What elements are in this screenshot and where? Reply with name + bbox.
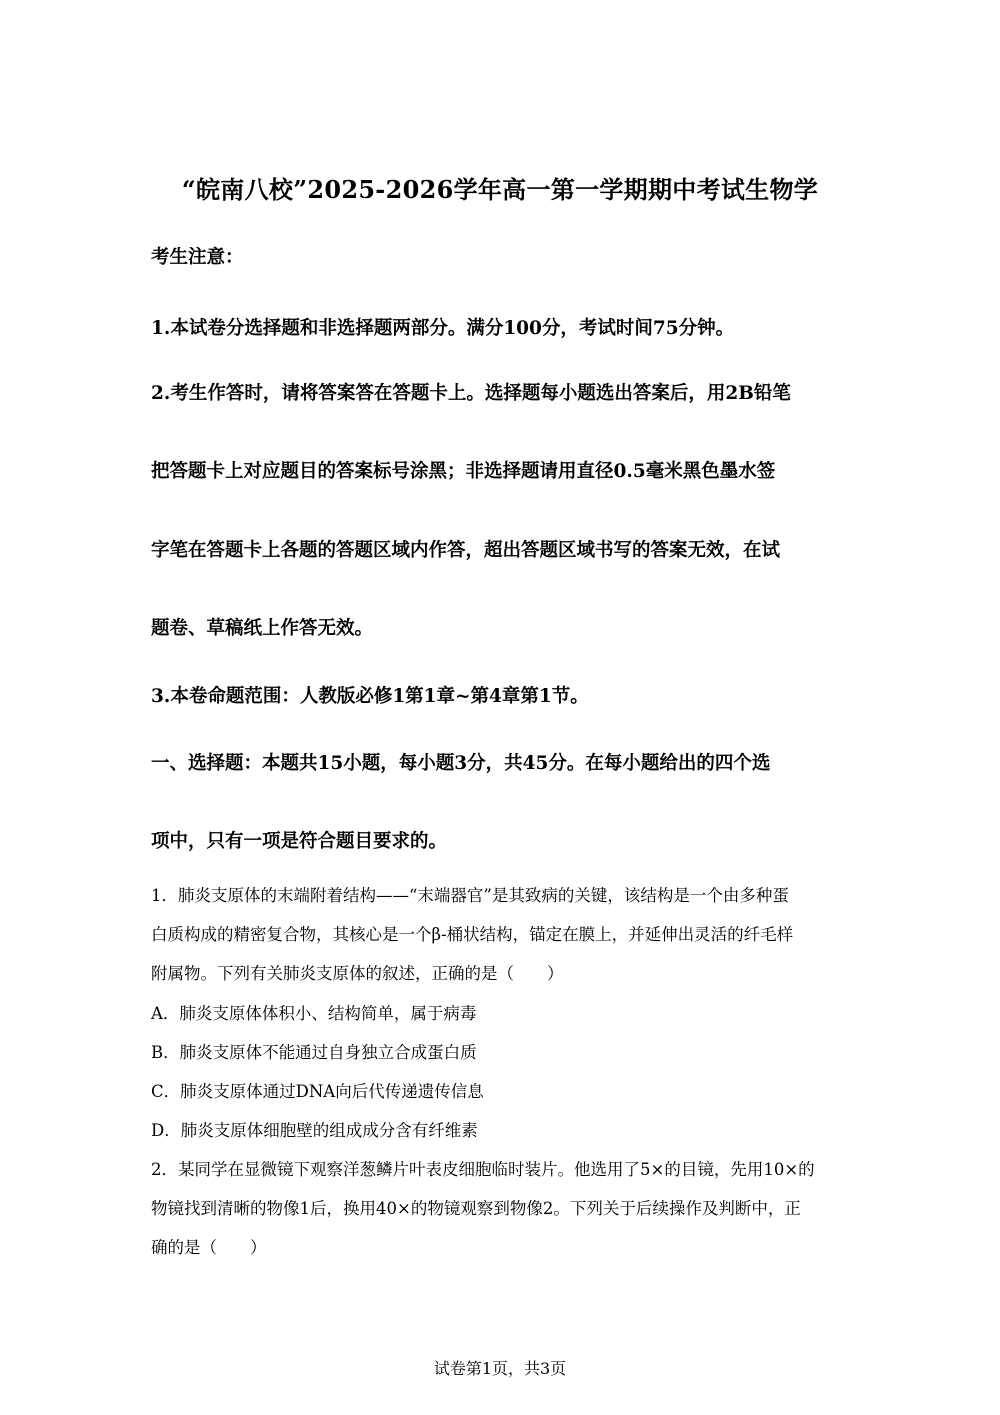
section-1-heading-line-1: 一、选择题：本题共15小题，每小题3分，共45分。在每小题给出的四个选 [151,753,771,774]
question-1-option-a: A．肺炎支原体体积小、结构简单，属于病毒 [151,1004,477,1023]
question-1-option-b: B．肺炎支原体不能通过自身独立合成蛋白质 [151,1043,477,1062]
notice-item-3: 3.本卷命题范围：人教版必修1第1章~第4章第1节。 [151,686,589,707]
notice-heading: 考生注意： [151,247,244,268]
question-2-stem-line-2: 物镜找到清晰的物像1后，换用40×的物镜观察到物像2。下列关于后续操作及判断中，正 [151,1199,801,1218]
notice-item-2-line-2: 把答题卡上对应题目的答案标号涂黑；非选择题请用直径0.5毫米黑色墨水签 [151,461,776,482]
question-1-stem-line-2: 白质构成的精密复合物，其核心是一个β-桶状结构，锚定在膜上，并延伸出灵活的纤毛样 [151,925,794,944]
notice-item-1: 1.本试卷分选择题和非选择题两部分。满分100分，考试时间75分钟。 [151,318,735,339]
notice-item-2-line-1: 2.考生作答时，请将答案答在答题卡上。选择题每小题选出答案后，用2B铅笔 [151,383,791,404]
question-1-stem-line-1: 1．肺炎支原体的末端附着结构——“末端器官”是其致病的关键，该结构是一个由多种蛋 [151,886,789,905]
exam-title: “皖南八校”2025-2026学年高一第一学期期中考试生物学 [181,175,819,204]
question-1-option-d: D．肺炎支原体细胞壁的组成成分含有纤维素 [151,1121,478,1140]
notice-item-2-line-3: 字笔在答题卡上各题的答题区域内作答，超出答题区域书写的答案无效，在试 [151,540,781,561]
question-2-stem-line-3: 确的是（ ） [151,1238,267,1257]
question-1-option-c: C．肺炎支原体通过DNA向后代传递遗传信息 [151,1082,484,1101]
notice-item-2-line-4: 题卷、草稿纸上作答无效。 [151,618,374,639]
question-2-stem-line-1: 2．某同学在显微镜下观察洋葱鳞片叶表皮细胞临时装片。他选用了5×的目镜，先用10×的 [151,1160,815,1179]
question-1-stem-line-3: 附属物。下列有关肺炎支原体的叙述，正确的是（ ） [151,964,564,983]
page-footer: 试卷第1页，共3页 [433,1359,567,1378]
section-1-heading-line-2: 项中，只有一项是符合题目要求的。 [151,831,448,852]
